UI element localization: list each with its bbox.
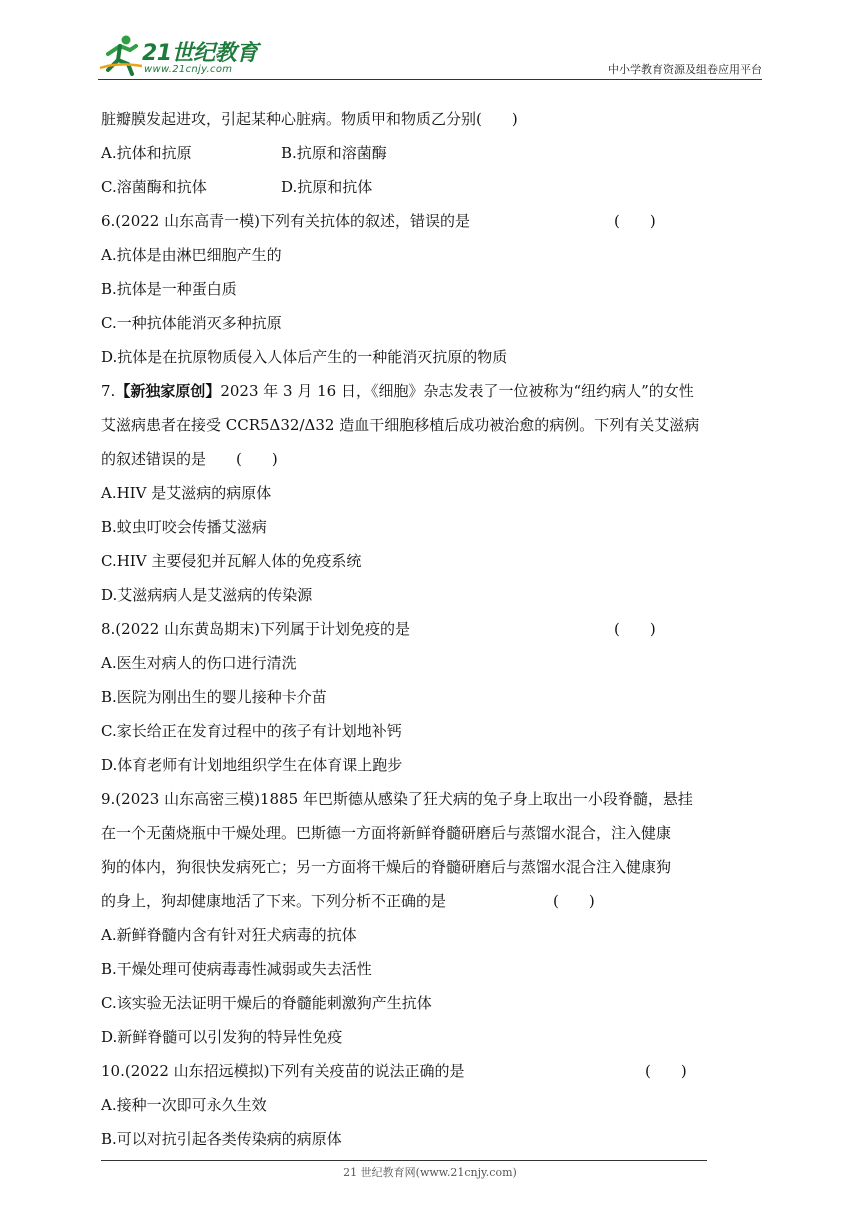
- q8-stem-text: 8.(2022 山东黄岛期末)下列属于计划免疫的是: [101, 620, 410, 638]
- logo-text: 21世纪教育: [142, 41, 258, 66]
- q5-options-cd: [101, 170, 765, 204]
- q9-option-c: C.该实验无法证明干燥后的脊髓能刺激狗产生抗体: [101, 994, 432, 1012]
- q10-option-a: A.接种一次即可永久生效: [101, 1096, 267, 1114]
- logo-url: www.21cnjy.com: [144, 64, 233, 75]
- runner-icon: [98, 32, 144, 78]
- q7-option-c: C.HIV 主要侵犯并瓦解人体的免疫系统: [101, 552, 362, 570]
- q6-option-a: A.抗体是由淋巴细胞产生的: [101, 246, 282, 264]
- header-divider: [98, 79, 762, 80]
- q5-option-b: B.抗原和溶菌酶: [281, 144, 387, 162]
- site-logo[interactable]: [98, 32, 268, 78]
- q7-stem-line3: 的叙述错误的是 ( ): [101, 450, 278, 468]
- q8-option-d: D.体育老师有计划地组织学生在体育课上跑步: [101, 756, 403, 774]
- q9-stem-line1: 9.(2023 山东高密三模)1885 年巴斯德从感染了狂犬病的兔子身上取出一小段脊髓，悬挂: [101, 790, 693, 808]
- q6-option-c: C.一种抗体能消灭多种抗原: [101, 314, 282, 332]
- q5-stem-tail: 脏瓣膜发起进攻，引起某种心脏病。物质甲和物质乙分别( ): [101, 110, 518, 128]
- q9-stem-line2: 在一个无菌烧瓶中干燥处理。巴斯德一方面将新鲜脊髓研磨后与蒸馏水混合，注入健康: [101, 824, 672, 842]
- q9-stem-line3: 狗的体内，狗很快发病死亡；另一方面将干燥后的脊髓研磨后与蒸馏水混合注入健康狗: [101, 858, 672, 876]
- q9-option-d: D.新鲜脊髓可以引发狗的特异性免疫: [101, 1028, 343, 1046]
- q6-option-b: B.抗体是一种蛋白质: [101, 280, 237, 298]
- q7-number: 7.: [101, 382, 116, 400]
- q7-stem-line1-text: 2023 年 3 月 16 日，《细胞》杂志发表了一位被称为“纽约病人”的女性: [220, 382, 694, 400]
- q8-answer-paren: ( ): [614, 620, 656, 638]
- q5-option-a: A.抗体和抗原: [101, 144, 192, 162]
- q9-option-a: A.新鲜脊髓内含有针对狂犬病毒的抗体: [101, 926, 357, 944]
- q5-option-d: D.抗原和抗体: [281, 178, 373, 196]
- q7-option-a: A.HIV 是艾滋病的病原体: [101, 484, 272, 502]
- q9-stem-line4-text: 的身上，狗却健康地活了下来。下列分析不正确的是: [101, 892, 447, 910]
- q7-tag: 【新独家原创】: [115, 382, 221, 400]
- q6-stem: [101, 204, 765, 238]
- q8-option-a: A.医生对病人的伤口进行清洗: [101, 654, 297, 672]
- q10-stem: [101, 1054, 765, 1088]
- q8-option-c: C.家长给正在发育过程中的孩子有计划地补钙: [101, 722, 402, 740]
- q6-stem-text: 6.(2022 山东高青一模)下列有关抗体的叙述，错误的是: [101, 212, 470, 230]
- q5-options-ab: [101, 136, 765, 170]
- q9-stem-line4: [101, 884, 765, 918]
- q10-stem-text: 10.(2022 山东招远模拟)下列有关疫苗的说法正确的是: [101, 1062, 465, 1080]
- document-body: [101, 102, 765, 1156]
- q6-option-d: D.抗体是在抗原物质侵入人体后产生的一种能消灭抗原的物质: [101, 348, 508, 366]
- footer-site-link[interactable]: 21 世纪教育网(www.21cnjy.com): [343, 1166, 517, 1179]
- q9-option-b: B.干燥处理可使病毒毒性减弱或失去活性: [101, 960, 372, 978]
- q5-option-c: C.溶菌酶和抗体: [101, 178, 207, 196]
- page-header: [98, 30, 762, 80]
- q7-stem-line1: [101, 374, 765, 408]
- q7-stem-line2: 艾滋病患者在接受 CCR5Δ32/Δ32 造血干细胞移植后成功被治愈的病例。下列有关艾滋病: [101, 416, 700, 434]
- q7-option-b: B.蚊虫叮咬会传播艾滋病: [101, 518, 267, 536]
- q7-option-d: D.艾滋病病人是艾滋病的传染源: [101, 586, 313, 604]
- q10-answer-paren: ( ): [645, 1062, 687, 1080]
- q8-stem: [101, 612, 765, 646]
- q9-answer-paren: ( ): [553, 892, 595, 910]
- footer-divider: [101, 1160, 707, 1161]
- q10-option-b: B.可以对抗引起各类传染病的病原体: [101, 1130, 342, 1148]
- q6-answer-paren: ( ): [614, 212, 656, 230]
- platform-name: 中小学教育资源及组卷应用平台: [608, 63, 762, 76]
- q8-option-b: B.医院为刚出生的婴儿接种卡介苗: [101, 688, 327, 706]
